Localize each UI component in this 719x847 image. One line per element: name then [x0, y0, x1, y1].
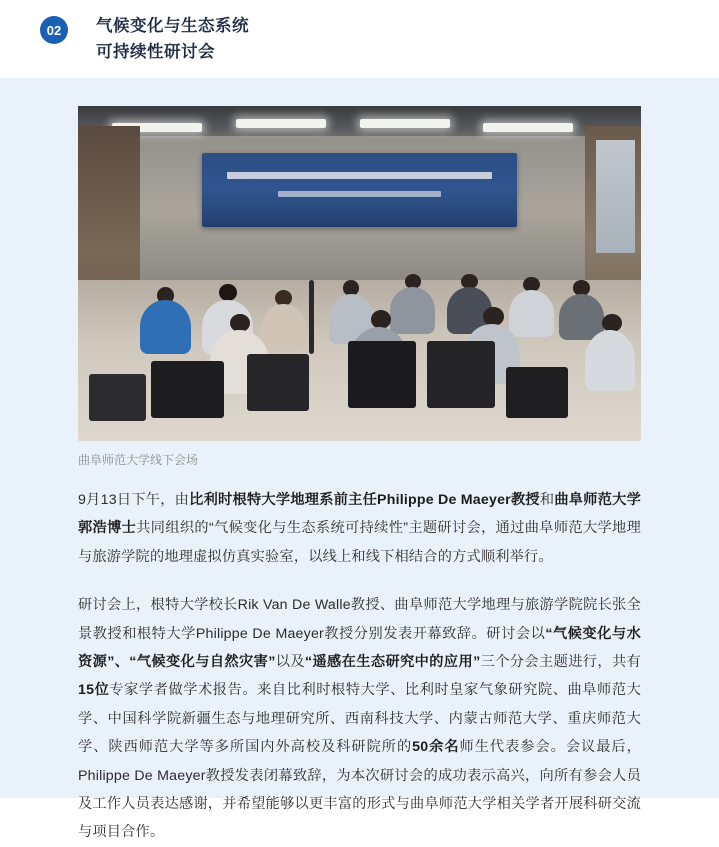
page-title-line-2: 可持续性研讨会 [96, 42, 215, 61]
article-body [0, 468, 719, 847]
figure [0, 78, 719, 468]
p2-text-f: 师生代表参会。会议最后，Philippe De Maeyer教授发表闭幕致辞，为本次研讨会的成功表示高兴，向所有参会人员及工作人员表达感谢，并希望能够以更丰富的形式与曲阜师范大学相关学者开展科研交流与项目合作。 [78, 739, 641, 841]
article-header [0, 0, 719, 75]
photo-chair [151, 361, 224, 418]
photo-chair [89, 374, 145, 421]
photo-chair [348, 341, 416, 408]
figure-caption: 曲阜师范大学线下会场 [78, 453, 199, 467]
photo-attendee [261, 304, 306, 351]
p1-bold-2: 曲阜师范大学郭浩博士 [78, 492, 642, 537]
photo-light-2 [236, 119, 326, 128]
p1-text-c: 和 [539, 492, 555, 508]
p2-bold-1: “气候变化与水资源”、“气候变化与自然灾害” [78, 625, 642, 671]
photo-screen-line-1 [227, 172, 492, 179]
p2-text-e: 专家学者做学术报告。来自比利时根特大学、比利时皇家气象研究院、曲阜师范大学、中国科学院新疆生态与地理研究所、西南科技大学、内蒙古师范大学、重庆师范大学、陕西师范大学等多所国内外高校及科研院所的 [78, 682, 641, 756]
p2-bold-4: 50余名 [412, 739, 460, 756]
photo-light-3 [360, 119, 450, 128]
p1-bold-1: 比利时根特大学地理系前主任Philippe De Maeyer教授 [189, 492, 540, 508]
photo-attendee [509, 290, 554, 337]
photo-chair [427, 341, 495, 408]
p2-text-d: 三个分会主题进行，共有 [480, 654, 641, 671]
page-title [96, 14, 249, 65]
p2-bold-3: 15位 [78, 682, 110, 699]
conference-photo [78, 106, 641, 441]
photo-attendee [390, 287, 435, 334]
p1-text-d: 共同组织的“气候变化与生态系统可持续性”主题研讨会，通过曲阜师范大学地理与旅游学院的地理虚拟仿真实验室，以线上和线下相结合的方式顺利举行。 [78, 520, 641, 565]
section-number-badge: 02 [40, 16, 68, 44]
content-panel [0, 78, 719, 841]
photo-projection-screen [202, 153, 517, 227]
photo-tripod [309, 280, 315, 354]
photo-attendee-head [219, 284, 237, 301]
p2-bold-2: “遥感在生态研究中的应用” [304, 654, 481, 671]
paragraph-2 [78, 591, 641, 847]
p2-text-c: 以及 [275, 654, 305, 671]
p1-text-a: 9月13日下午，由 [78, 492, 190, 508]
p2-text-a: 研讨会上，根特大学校长Rik Van De Walle教授、曲阜师范大学地理与旅游学院院长张全景教授和根特大学Philippe De Maeyer教授分别发表开幕致辞。研讨会以 [78, 597, 641, 642]
photo-attendee [585, 330, 636, 390]
photo-chair [506, 367, 568, 417]
photo-screen-line-2 [278, 191, 442, 197]
photo-window [596, 140, 635, 254]
photo-light-4 [483, 123, 573, 132]
paragraph-1 [78, 486, 641, 571]
photo-attendee-head [483, 307, 503, 326]
page-title-line-1: 气候变化与生态系统 [96, 17, 249, 35]
photo-attendee [140, 300, 191, 354]
photo-chair [247, 354, 309, 411]
